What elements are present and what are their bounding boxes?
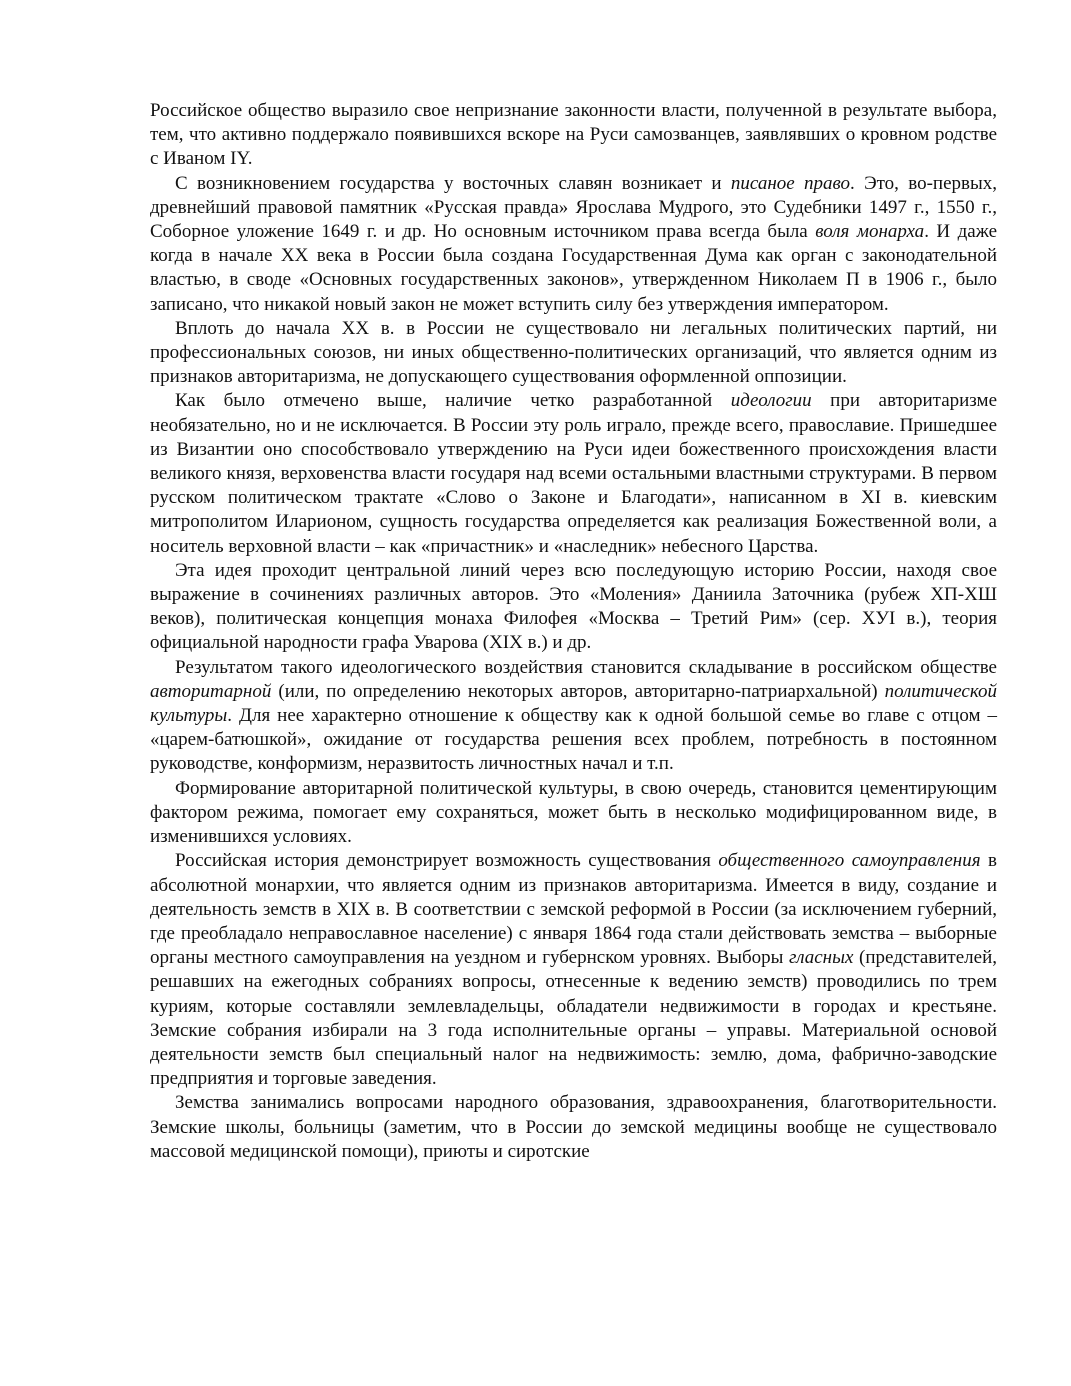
- text-segment: Российская история демонстрирует возможность существования: [175, 850, 719, 872]
- text-segment: (представителей, решавших на ежегодных собраниях вопросы, отнесенные к ведению земств) проводились по трем куриям, которые составляли землевладельцы, обладатели недвижимости в городах и крестьяне. Земские собрания избирали на 3 года исполнительные органы – управы. Материальной основой деятельности земств был специальный налог на недвижимость: землю, дома, фабрично-заводские предприятия и торговые заведения.: [150, 947, 997, 1090]
- paragraph-3: [150, 317, 997, 390]
- italic-term: писаное право: [730, 172, 850, 194]
- text-segment: (или, по определению некоторых авторов, авторитарно-патриархальной): [271, 680, 885, 702]
- italic-term: авторитарной: [150, 680, 272, 702]
- paragraph-9: [150, 1091, 997, 1164]
- paragraph-2: [150, 172, 997, 317]
- italic-term: политической культуры: [150, 680, 997, 727]
- text-segment: . Это, во-первых, древнейший правовой памятник «Русская правда» Ярослава Мудрого, это Судебники 1497 г., 1550 г., Соборное уложение 1649 г. и др. Но основным источником права всегда была: [150, 172, 997, 243]
- text-segment: Эта идея проходит центральной линий через всю последующую историю России, находя свое выражение в сочинениях различных авторов. Это «Моления» Даниила Заточника (рубеж ХП-ХШ веков), политическая концепция монаха Филофея «Москва – Третий Рим» (сер. ХУI в.), теория официальной народности графа Уварова (XIX в.) и др.: [150, 559, 997, 654]
- document-body: [150, 99, 997, 1164]
- text-segment: Земства занимались вопросами народного образования, здравоохранения, благотворительности. Земские школы, больницы (заметим, что в России до земской медицины вообще не существовало массовой медицинской помощи), приюты и сиротские: [150, 1092, 997, 1162]
- paragraph-7: [150, 777, 997, 850]
- text-segment: . Для нее характерно отношение к обществу как к одной большой семье во главе с отцом – «царем-батюшкой», ожидание от государства решения всех проблем, потребность в постоянном руководстве, конформизм, неразвитость личностных начал и т.п.: [150, 705, 997, 775]
- text-segment: Российское общество выразило свое непризнание законности власти, полученной в результате выбора, тем, что активно поддержало появившихся вскоре на Руси самозванцев, заявлявших о кровном родстве с Иваном IY.: [150, 100, 997, 170]
- text-segment: Формирование авторитарной политической культуры, в свою очередь, становится цементирующим фактором режима, помогает ему сохраняться, может быть в несколько модифицированном виде, в изменившихся условиях.: [150, 777, 997, 848]
- italic-term: идеологии: [730, 390, 812, 412]
- text-segment: С возникновением государства у восточных славян возникает и: [175, 172, 731, 194]
- text-segment: Результатом такого идеологического воздействия становится складывание в российском обществе: [175, 656, 997, 678]
- paragraph-8: [150, 849, 997, 1091]
- paragraph-4: [150, 389, 997, 558]
- italic-term: воля монарха: [815, 221, 925, 243]
- text-segment: в абсолютной монархии, что является одним из признаков авторитаризма. Имеется в виду, создание и деятельность земств в XIX в. В соответствии с земской реформой в России (за исключением губерний, где преобладало неправославное население) с января 1864 года стали действовать земства – выборные органы местного самоуправления на уездном и губернском уровнях. Выборы: [150, 850, 997, 969]
- paragraph-5: [150, 559, 997, 656]
- text-segment: при авторитаризме необязательно, но и не исключается. В России эту роль играло, прежде всего, православие. Пришедшее из Византии оно способствовало утверждению на Руси идеи божественного происхождения власти великого князя, верховенства власти государя над всеми остальными властными структурами. В первом русском политическом трактате «Слово о Законе и Благодати», написанном в XI в. киевским митрополитом Иларионом, сущность государства определяется как реализация Божественной воли, а носитель верховной власти – как «причастник» и «наследник» небесного Царства.: [150, 390, 997, 557]
- italic-term: общественного самоуправления: [718, 850, 981, 872]
- text-segment: . И даже когда в начале ХХ века в России была создана Государственная Дума как орган с законодательной властью, в своде «Основных государственных законов», утвержденном Николаем П в 1906 г., было записано, что никакой новый закон не может вступить силу без утверждения императором.: [150, 221, 998, 315]
- text-segment: Как было отмечено выше, наличие четко разработанной: [175, 390, 731, 412]
- text-segment: Вплоть до начала ХХ в. в России не существовало ни легальных политических партий, ни профессиональных союзов, ни иных общественно-политических организаций, что является одним из признаков авторитаризма, не допускающего существования оформленной оппозиции.: [150, 317, 997, 388]
- paragraph-6: [150, 656, 997, 777]
- paragraph-1: [150, 99, 997, 172]
- italic-term: гласных: [789, 947, 854, 969]
